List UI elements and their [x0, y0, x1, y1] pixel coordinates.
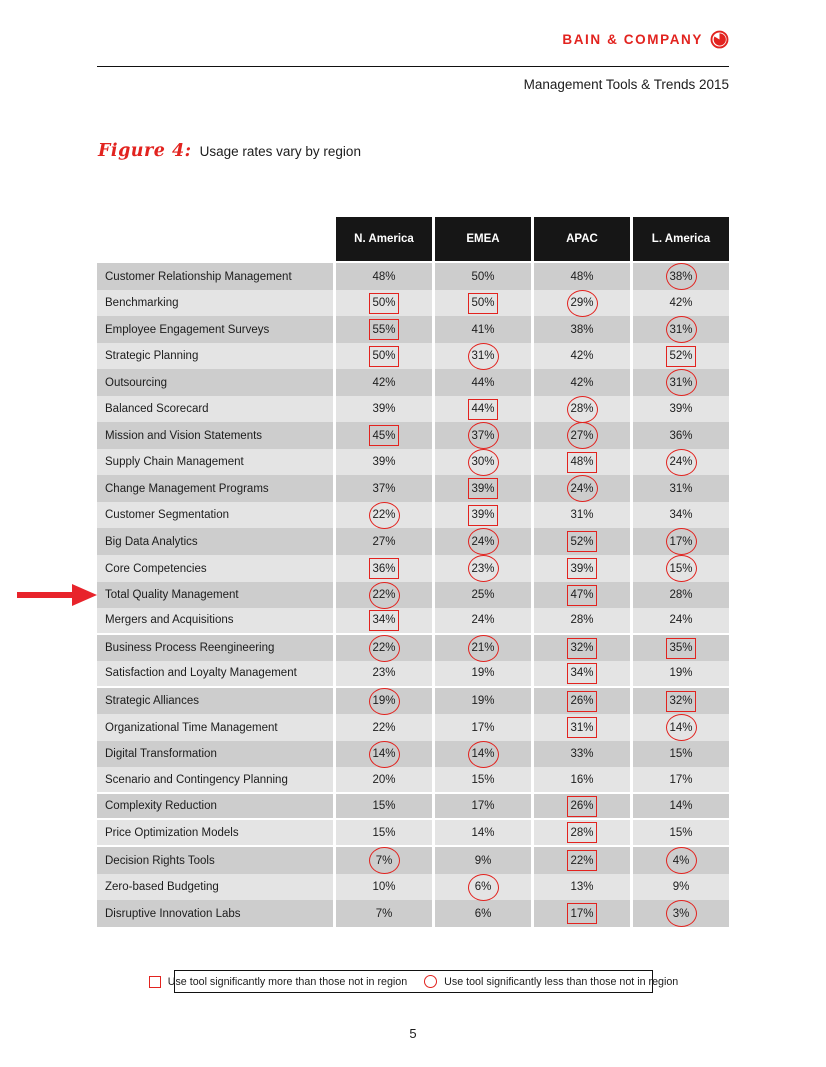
column-header-apac: APAC	[534, 217, 630, 261]
tool-name: Employee Engagement Surveys	[97, 316, 333, 343]
more-usage-marker-square: 50%	[468, 293, 498, 314]
brand-name: BAIN & COMPANY	[562, 32, 703, 47]
tool-name: Core Competencies	[97, 555, 333, 582]
tool-name: Benchmarking	[97, 290, 333, 317]
usage-value-cell	[435, 767, 531, 792]
usage-value: 14%	[471, 826, 495, 839]
usage-value-cell	[633, 741, 729, 768]
usage-value-cell	[534, 741, 630, 768]
more-usage-marker-square: 28%	[567, 822, 597, 843]
more-usage-marker-square: 39%	[468, 505, 498, 526]
usage-value: 17%	[471, 721, 495, 734]
tool-name: Scenario and Contingency Planning	[97, 767, 333, 792]
usage-value-cell	[633, 794, 729, 819]
usage-value-cell	[633, 290, 729, 317]
usage-value-cell	[534, 528, 630, 555]
usage-value: 33%	[570, 748, 594, 761]
legend-square-label: Use tool significantly more than those not in region	[167, 975, 408, 988]
tool-name: Change Management Programs	[97, 475, 333, 502]
figure-label: Figure 4:	[98, 141, 192, 161]
bain-compass-icon	[710, 30, 729, 49]
more-usage-marker-square: 52%	[567, 531, 597, 552]
column-header-l-america: L. America	[633, 217, 729, 261]
usage-value-cell	[336, 502, 432, 529]
usage-value-cell	[336, 582, 432, 609]
usage-value-cell	[633, 900, 729, 927]
usage-value-cell	[336, 794, 432, 819]
usage-value-cell	[435, 555, 531, 582]
brand-logo	[562, 30, 729, 49]
more-usage-marker-square: 35%	[666, 638, 696, 659]
less-usage-marker-circle: 14%	[468, 741, 499, 768]
usage-value-cell	[336, 900, 432, 927]
usage-value-cell	[336, 528, 432, 555]
column-header-n-america: N. America	[336, 217, 432, 261]
less-usage-marker-circle: 27%	[567, 422, 598, 449]
table-row	[97, 502, 729, 527]
usage-value-cell	[534, 369, 630, 396]
more-usage-marker-square: 47%	[567, 585, 597, 606]
usage-value-cell	[633, 847, 729, 874]
table-row	[97, 874, 729, 899]
usage-value-cell	[534, 661, 630, 686]
less-usage-marker-circle: 24%	[468, 528, 499, 555]
less-usage-marker-circle: 17%	[666, 528, 697, 555]
usage-value-cell	[633, 396, 729, 423]
usage-value-cell	[435, 874, 531, 901]
more-usage-marker-square: 39%	[468, 478, 498, 499]
usage-value-cell	[534, 502, 630, 529]
table-row	[97, 422, 729, 447]
usage-value: 39%	[372, 456, 396, 469]
tool-name: Outsourcing	[97, 369, 333, 396]
more-usage-marker-square: 17%	[567, 903, 597, 924]
usage-value-cell	[435, 290, 531, 317]
usage-value-cell	[534, 449, 630, 476]
usage-value-cell	[435, 582, 531, 609]
table-row	[97, 528, 729, 553]
table-header-row	[97, 217, 729, 261]
usage-value-cell	[633, 316, 729, 343]
usage-value: 24%	[471, 614, 495, 627]
more-usage-marker-square: 39%	[567, 558, 597, 579]
header-divider	[97, 66, 729, 67]
usage-value-cell	[435, 900, 531, 927]
usage-value: 19%	[669, 667, 693, 680]
less-usage-marker-circle: 24%	[666, 449, 697, 476]
usage-value-cell	[435, 369, 531, 396]
usage-value-cell	[633, 449, 729, 476]
more-usage-marker-square: 50%	[369, 293, 399, 314]
usage-value-cell	[336, 767, 432, 792]
legend-box	[167, 970, 679, 993]
less-usage-marker-circle: 14%	[666, 714, 697, 741]
more-usage-marker-square: 50%	[369, 346, 399, 367]
usage-value-cell	[633, 608, 729, 633]
usage-value-cell	[633, 475, 729, 502]
document-title: Management Tools & Trends 2015	[523, 77, 729, 92]
table-row	[97, 661, 729, 686]
usage-value-cell	[534, 475, 630, 502]
usage-value-cell	[336, 369, 432, 396]
legend-square-icon	[149, 976, 161, 988]
table-row	[97, 316, 729, 341]
usage-value: 42%	[669, 297, 693, 310]
table-row	[97, 475, 729, 500]
more-usage-marker-square: 31%	[567, 717, 597, 738]
usage-value-cell	[534, 608, 630, 633]
usage-value-cell	[435, 608, 531, 633]
usage-value: 31%	[570, 509, 594, 522]
usage-value: 9%	[474, 854, 492, 867]
less-usage-marker-circle: 29%	[567, 290, 598, 317]
tool-name: Satisfaction and Loyalty Management	[97, 661, 333, 686]
tool-name: Complexity Reduction	[97, 794, 333, 819]
usage-value-cell	[534, 263, 630, 290]
more-usage-marker-square: 32%	[666, 691, 696, 712]
usage-value-cell	[336, 475, 432, 502]
usage-value-cell	[534, 422, 630, 449]
usage-value: 23%	[372, 667, 396, 680]
usage-value-cell	[633, 369, 729, 396]
usage-value-cell	[534, 343, 630, 370]
more-usage-marker-square: 34%	[567, 663, 597, 684]
more-usage-marker-square: 45%	[369, 425, 399, 446]
usage-value-cell	[336, 714, 432, 741]
tool-name: Price Optimization Models	[97, 820, 333, 845]
less-usage-marker-circle: 6%	[468, 874, 499, 901]
table-row	[97, 900, 729, 925]
usage-value: 44%	[471, 376, 495, 389]
tool-name: Disruptive Innovation Labs	[97, 900, 333, 927]
usage-value-cell	[435, 688, 531, 715]
usage-value-cell	[633, 502, 729, 529]
usage-value-cell	[435, 847, 531, 874]
usage-value-cell	[534, 847, 630, 874]
tool-name: Strategic Alliances	[97, 688, 333, 715]
usage-value-cell	[633, 263, 729, 290]
less-usage-marker-circle: 21%	[468, 635, 499, 662]
usage-value-cell	[534, 635, 630, 662]
usage-table	[97, 217, 729, 927]
usage-value-cell	[336, 422, 432, 449]
usage-value-cell	[534, 316, 630, 343]
more-usage-marker-square: 26%	[567, 691, 597, 712]
usage-value: 13%	[570, 881, 594, 894]
usage-value-cell	[534, 688, 630, 715]
less-usage-marker-circle: 14%	[369, 741, 400, 768]
tool-name: Organizational Time Management	[97, 714, 333, 741]
usage-value: 20%	[372, 773, 396, 786]
table-row	[97, 767, 729, 792]
usage-value-cell	[336, 316, 432, 343]
usage-value-cell	[633, 874, 729, 901]
less-usage-marker-circle: 3%	[666, 900, 697, 927]
usage-value: 17%	[471, 800, 495, 813]
usage-value-cell	[534, 794, 630, 819]
usage-value: 42%	[570, 376, 594, 389]
usage-value-cell	[633, 528, 729, 555]
usage-value: 39%	[372, 403, 396, 416]
less-usage-marker-circle: 30%	[468, 449, 499, 476]
figure-title	[98, 141, 361, 161]
tool-name: Decision Rights Tools	[97, 847, 333, 874]
table-row	[97, 847, 729, 872]
usage-value-cell	[534, 290, 630, 317]
usage-value-cell	[435, 528, 531, 555]
table-row	[97, 396, 729, 421]
row-pointer-arrow-icon	[15, 584, 97, 606]
usage-value: 48%	[372, 270, 396, 283]
usage-value: 6%	[474, 907, 492, 920]
table-row	[97, 369, 729, 394]
more-usage-marker-square: 48%	[567, 452, 597, 473]
usage-value-cell	[336, 608, 432, 633]
more-usage-marker-square: 52%	[666, 346, 696, 367]
table-row	[97, 635, 729, 660]
usage-value: 37%	[372, 482, 396, 495]
usage-value-cell	[534, 582, 630, 609]
less-usage-marker-circle: 31%	[666, 316, 697, 343]
usage-value-cell	[534, 767, 630, 792]
usage-value-cell	[336, 449, 432, 476]
usage-value: 15%	[372, 826, 396, 839]
more-usage-marker-square: 55%	[369, 319, 399, 340]
usage-value: 50%	[471, 270, 495, 283]
usage-value: 22%	[372, 721, 396, 734]
usage-value-cell	[336, 263, 432, 290]
usage-value-cell	[633, 767, 729, 792]
usage-value: 41%	[471, 323, 495, 336]
less-usage-marker-circle: 22%	[369, 502, 400, 529]
table-row	[97, 343, 729, 368]
usage-value: 10%	[372, 881, 396, 894]
tool-name: Mergers and Acquisitions	[97, 608, 333, 633]
less-usage-marker-circle: 7%	[369, 847, 400, 874]
usage-value-cell	[336, 396, 432, 423]
table-body	[97, 263, 729, 925]
usage-value: 15%	[372, 800, 396, 813]
usage-value-cell	[633, 422, 729, 449]
usage-value: 19%	[471, 667, 495, 680]
usage-value: 36%	[669, 429, 693, 442]
table-row	[97, 714, 729, 739]
usage-value-cell	[435, 635, 531, 662]
usage-value-cell	[633, 343, 729, 370]
usage-value-cell	[336, 874, 432, 901]
tool-name: Supply Chain Management	[97, 449, 333, 476]
less-usage-marker-circle: 15%	[666, 555, 697, 582]
table-row	[97, 290, 729, 315]
usage-value: 14%	[669, 800, 693, 813]
legend-circle-label: Use tool significantly less than those not in region	[444, 975, 679, 988]
table-row	[97, 608, 729, 633]
less-usage-marker-circle: 37%	[468, 422, 499, 449]
table-row	[97, 741, 729, 766]
usage-value: 17%	[669, 773, 693, 786]
usage-value-cell	[435, 502, 531, 529]
tool-name: Digital Transformation	[97, 741, 333, 768]
usage-value-cell	[435, 714, 531, 741]
usage-value-cell	[336, 343, 432, 370]
usage-value-cell	[435, 396, 531, 423]
usage-value: 34%	[669, 509, 693, 522]
more-usage-marker-square: 34%	[369, 610, 399, 631]
usage-value-cell	[336, 661, 432, 686]
usage-value: 15%	[669, 826, 693, 839]
usage-value-cell	[435, 820, 531, 845]
usage-value-cell	[534, 714, 630, 741]
usage-value-cell	[633, 714, 729, 741]
table-row	[97, 582, 729, 607]
usage-value: 15%	[471, 773, 495, 786]
less-usage-marker-circle: 31%	[468, 343, 499, 370]
usage-value-cell	[336, 847, 432, 874]
usage-value: 25%	[471, 589, 495, 602]
usage-value-cell	[336, 820, 432, 845]
usage-value: 31%	[669, 482, 693, 495]
less-usage-marker-circle: 31%	[666, 369, 697, 396]
usage-value: 38%	[570, 323, 594, 336]
usage-value-cell	[435, 741, 531, 768]
usage-value-cell	[435, 475, 531, 502]
more-usage-marker-square: 32%	[567, 638, 597, 659]
more-usage-marker-square: 36%	[369, 558, 399, 579]
usage-value: 42%	[570, 350, 594, 363]
usage-value: 48%	[570, 270, 594, 283]
usage-value-cell	[435, 263, 531, 290]
less-usage-marker-circle: 4%	[666, 847, 697, 874]
usage-value: 7%	[375, 907, 393, 920]
usage-value: 42%	[372, 376, 396, 389]
tool-name: Strategic Planning	[97, 343, 333, 370]
less-usage-marker-circle: 19%	[369, 688, 400, 715]
table-row	[97, 555, 729, 580]
usage-value-cell	[336, 688, 432, 715]
legend-circle-icon	[424, 975, 437, 988]
usage-value-cell	[435, 661, 531, 686]
table-header-empty-cell	[97, 217, 333, 261]
more-usage-marker-square: 26%	[567, 796, 597, 817]
less-usage-marker-circle: 38%	[666, 263, 697, 290]
tool-name: Zero-based Budgeting	[97, 874, 333, 901]
usage-value-cell	[633, 661, 729, 686]
usage-value-cell	[435, 422, 531, 449]
usage-value-cell	[534, 874, 630, 901]
usage-value: 39%	[669, 403, 693, 416]
usage-value-cell	[633, 688, 729, 715]
usage-value-cell	[435, 794, 531, 819]
usage-value-cell	[336, 290, 432, 317]
less-usage-marker-circle: 24%	[567, 475, 598, 502]
usage-value-cell	[435, 449, 531, 476]
table-row	[97, 263, 729, 288]
tool-name: Big Data Analytics	[97, 528, 333, 555]
tool-name: Balanced Scorecard	[97, 396, 333, 423]
less-usage-marker-circle: 22%	[369, 582, 400, 609]
usage-value-cell	[633, 820, 729, 845]
usage-value: 24%	[669, 614, 693, 627]
usage-value-cell	[534, 555, 630, 582]
usage-value: 16%	[570, 773, 594, 786]
tool-name: Mission and Vision Statements	[97, 422, 333, 449]
usage-value-cell	[336, 555, 432, 582]
more-usage-marker-square: 22%	[567, 850, 597, 871]
usage-value-cell	[336, 635, 432, 662]
usage-value-cell	[534, 900, 630, 927]
column-header-emea: EMEA	[435, 217, 531, 261]
tool-name: Customer Segmentation	[97, 502, 333, 529]
usage-value-cell	[435, 316, 531, 343]
table-row	[97, 449, 729, 474]
less-usage-marker-circle: 22%	[369, 635, 400, 662]
usage-value: 9%	[672, 881, 690, 894]
figure-caption: Usage rates vary by region	[199, 144, 361, 159]
tool-name: Business Process Reengineering	[97, 635, 333, 662]
table-row	[97, 794, 729, 819]
usage-value: 28%	[669, 589, 693, 602]
table-row	[97, 688, 729, 713]
table-row	[97, 820, 729, 845]
usage-value-cell	[336, 741, 432, 768]
usage-value: 27%	[372, 535, 396, 548]
less-usage-marker-circle: 23%	[468, 555, 499, 582]
tool-name: Customer Relationship Management	[97, 263, 333, 290]
more-usage-marker-square: 44%	[468, 399, 498, 420]
usage-value-cell	[534, 396, 630, 423]
usage-value-cell	[435, 343, 531, 370]
usage-value: 19%	[471, 695, 495, 708]
less-usage-marker-circle: 28%	[567, 396, 598, 423]
usage-value: 15%	[669, 748, 693, 761]
usage-value-cell	[633, 555, 729, 582]
usage-value: 28%	[570, 614, 594, 627]
page-number: 5	[409, 1026, 417, 1041]
usage-value-cell	[534, 820, 630, 845]
usage-value-cell	[633, 635, 729, 662]
usage-value-cell	[633, 582, 729, 609]
tool-name: Total Quality Management	[97, 582, 333, 609]
